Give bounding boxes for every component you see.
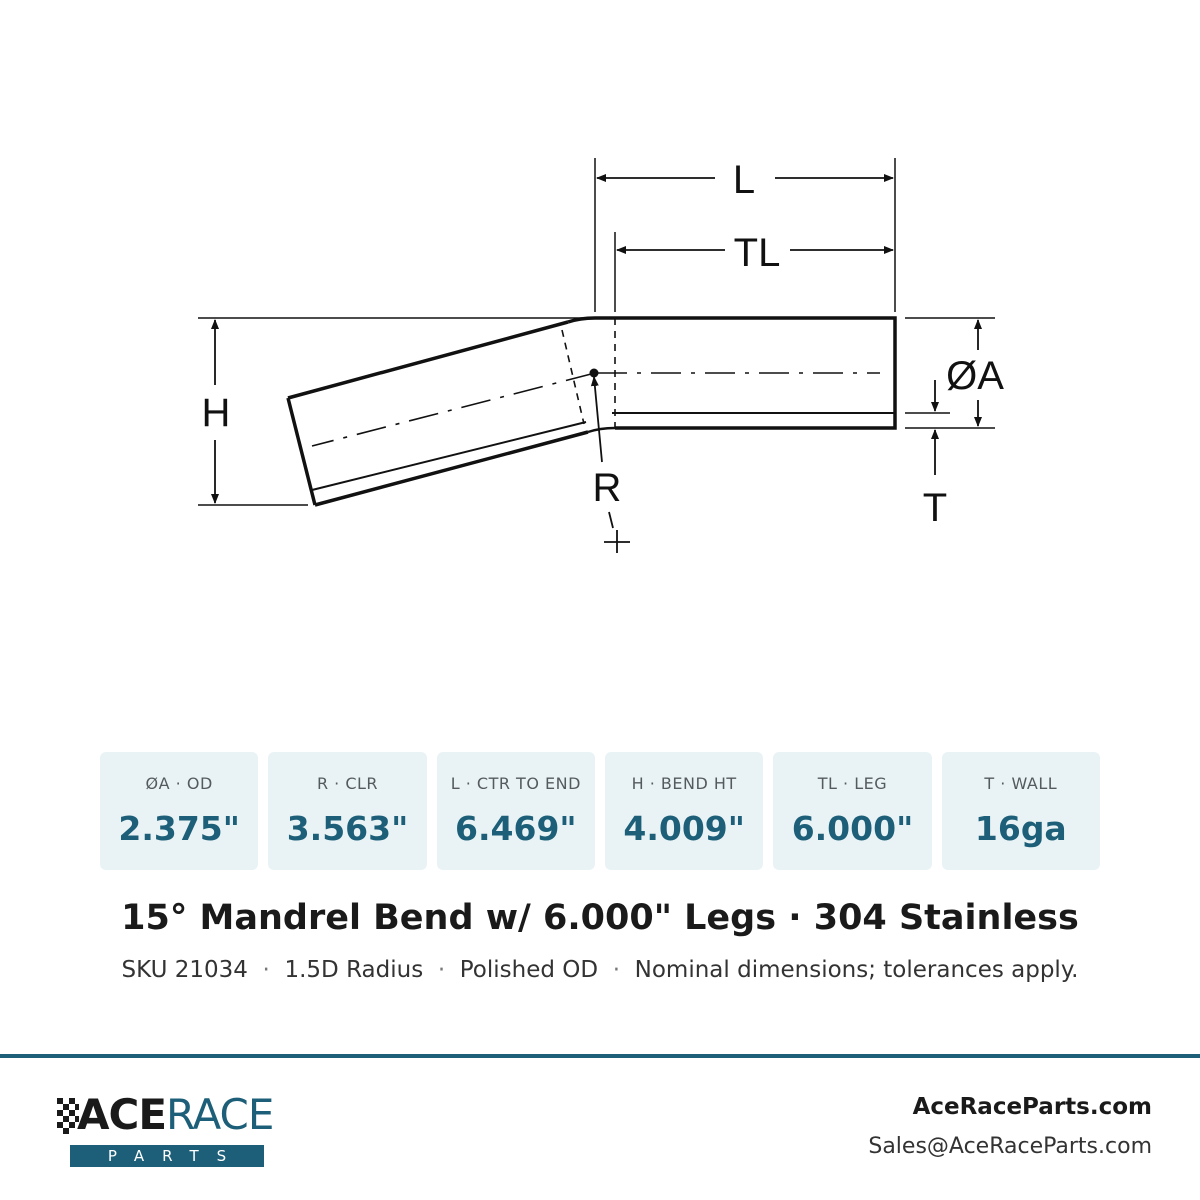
spec-value: 6.469" [455,809,577,848]
spec-value: 2.375" [118,809,240,848]
footer-divider [0,1054,1200,1058]
tolerance-note: Nominal dimensions; tolerances apply. [634,957,1079,983]
extension-lines [198,158,995,505]
spec-label: TL · LEG [817,774,888,793]
logo-ace: ACE [77,1090,167,1139]
spec-label: R · CLR [316,774,379,793]
brand-logo[interactable] [55,1090,274,1170]
logo-wordmark [77,1090,273,1140]
radius-center-cross [604,530,630,553]
spec-label: ØA · OD [145,774,213,793]
sku-text: SKU 21034 [121,957,248,983]
spec-card-wall [942,752,1100,870]
spec-value: 16ga [974,809,1067,848]
bend-center-point [590,369,599,378]
logo-parts-bar: PARTS [70,1145,264,1167]
radius-text: 1.5D Radius [284,957,424,983]
dim-label-r: R [592,466,622,510]
separator: · [262,957,270,983]
spec-card-leg [773,752,931,870]
contact-info [868,1094,1152,1159]
dim-label-h: H [201,391,231,435]
dim-label-a: ØA [946,354,1004,398]
spec-value: 6.000" [791,809,914,848]
product-subtitle [0,957,1200,983]
product-title: 15° Mandrel Bend w/ 6.000" Legs · 304 Stainless [121,898,1079,938]
tube-outline [288,318,895,505]
spec-label: H · BEND HT [631,774,737,793]
spec-card-bend-height [605,752,763,870]
dim-label-t: T [922,486,948,530]
dim-label-l: L [732,158,756,202]
spec-label: T · WALL [984,774,1058,793]
separator: · [437,957,446,983]
spec-label: L · CTR TO END [450,774,581,793]
spec-card-od [100,752,258,870]
spec-value: 4.009" [623,809,745,848]
spec-card-clr [268,752,426,870]
spec-card-ctr-to-end [437,752,595,870]
dim-label-tl: TL [733,231,781,275]
separator: · [612,957,621,983]
finish-text: Polished OD [459,957,599,983]
spec-value: 3.563" [286,809,409,848]
email-link[interactable]: Sales@AceRaceParts.com [868,1134,1152,1159]
checkered-flag-icon [55,1096,79,1138]
logo-race: RACE [166,1090,274,1139]
website-link[interactable]: AceRaceParts.com [912,1094,1152,1120]
spec-cards [100,752,1100,870]
